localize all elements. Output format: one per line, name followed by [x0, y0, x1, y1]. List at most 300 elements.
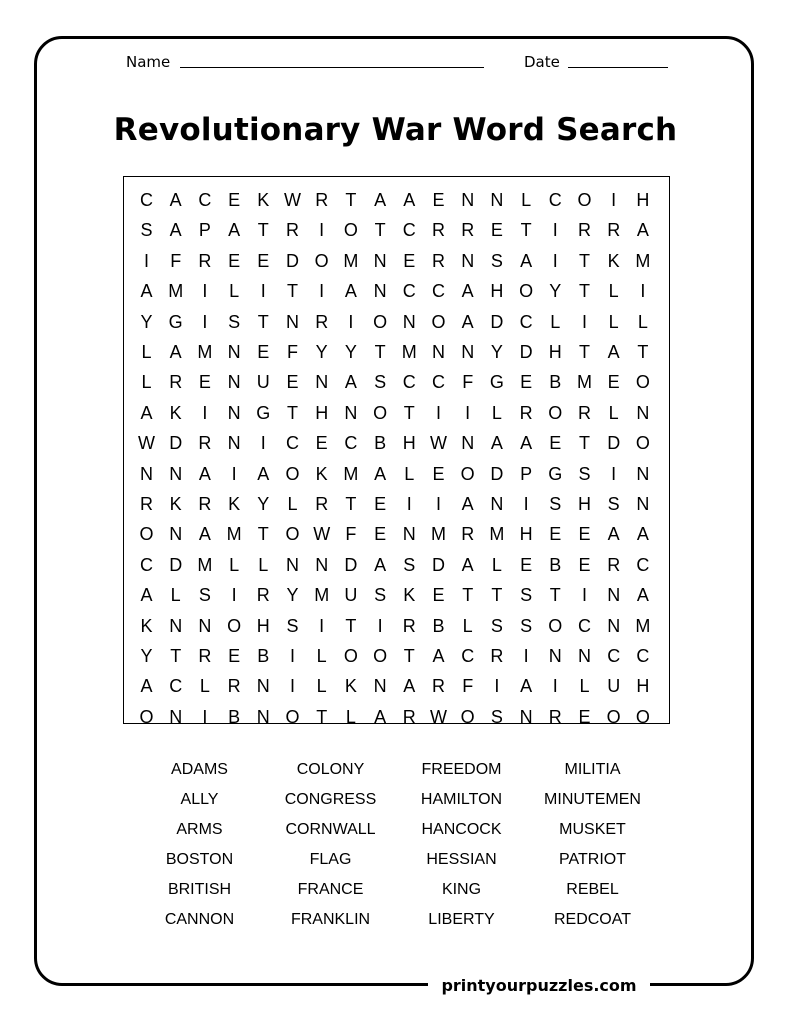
grid-letter: T: [170, 646, 182, 666]
word-list-item: REBEL: [566, 881, 619, 898]
grid-letter: T: [345, 494, 357, 514]
grid-letter: T: [374, 220, 386, 241]
grid-letter: L: [287, 494, 298, 514]
grid-letter: C: [578, 615, 591, 636]
grid-letter: L: [316, 646, 327, 666]
grid-letter: C: [198, 190, 212, 210]
grid-letter: N: [140, 463, 153, 484]
grid-row: [124, 702, 669, 732]
grid-letter: K: [403, 585, 416, 606]
grid-row: [124, 215, 669, 245]
grid-letter: A: [140, 676, 153, 697]
grid-letter: I: [202, 402, 208, 423]
grid-letter: S: [520, 615, 533, 636]
grid-letter: C: [548, 190, 562, 210]
grid-letter: S: [140, 220, 153, 241]
grid-letter: H: [636, 190, 650, 210]
grid-letter: N: [432, 342, 445, 362]
grid-letter: T: [520, 220, 532, 241]
grid-letter: M: [343, 463, 359, 484]
grid-letter: N: [461, 190, 475, 210]
grid-letter: L: [462, 615, 473, 636]
grid-letter: N: [636, 494, 650, 514]
grid-letter: N: [373, 250, 387, 271]
grid-letter: E: [228, 646, 241, 666]
grid-letter: L: [608, 311, 619, 332]
grid-letter: L: [141, 342, 152, 362]
word-list-item: CORNWALL: [285, 821, 376, 838]
grid-letter: E: [198, 372, 211, 393]
grid-letter: M: [197, 554, 213, 575]
grid-letter: N: [402, 311, 416, 332]
grid-letter: H: [402, 433, 416, 454]
grid-letter: A: [169, 342, 182, 362]
grid-letter: H: [490, 281, 504, 302]
grid-letter: S: [198, 585, 211, 606]
grid-letter: E: [403, 250, 416, 271]
grid-letter: I: [260, 433, 266, 454]
grid-letter: O: [343, 220, 358, 241]
grid-letter: R: [461, 220, 475, 241]
grid-letter: M: [635, 615, 651, 636]
grid-letter: E: [490, 220, 503, 241]
grid-letter: U: [344, 585, 358, 606]
grid-letter: O: [635, 433, 650, 454]
word-list-item: ADAMS: [171, 761, 228, 778]
grid-letter: T: [462, 585, 474, 606]
grid-letter: A: [403, 190, 416, 210]
grid-letter: K: [607, 250, 620, 271]
grid-letter: I: [552, 220, 558, 241]
grid-letter: L: [229, 554, 240, 575]
grid-row: [124, 519, 669, 549]
grid-letter: C: [402, 281, 416, 302]
grid-letter: R: [140, 494, 153, 514]
grid-letter: A: [461, 554, 474, 575]
grid-letter: N: [169, 615, 183, 636]
grid-letter: A: [636, 524, 649, 545]
grid-letter: R: [198, 250, 212, 271]
grid-letter: N: [636, 463, 650, 484]
grid-letter: E: [286, 372, 299, 393]
grid-letter: I: [465, 402, 471, 423]
grid-letter: K: [140, 615, 153, 636]
grid-letter: H: [315, 402, 329, 423]
word-list-item: BOSTON: [165, 851, 234, 868]
grid-letter: L: [141, 372, 152, 393]
grid-letter: I: [319, 281, 325, 302]
grid-letter: B: [228, 706, 241, 727]
grid-letter: I: [202, 311, 208, 332]
grid-letter: E: [228, 250, 241, 271]
word-list-item: MINUTEMEN: [544, 791, 641, 808]
grid-letter: P: [520, 463, 533, 484]
word-list-item: FLAG: [309, 851, 352, 868]
word-list-column: [133, 758, 266, 938]
grid-letter: T: [287, 402, 298, 423]
grid-letter: B: [432, 615, 445, 636]
grid-letter: E: [315, 433, 328, 454]
grid-letter: N: [169, 524, 183, 545]
grid-letter: N: [461, 342, 475, 362]
grid-letter: I: [552, 250, 558, 271]
grid-letter: K: [315, 463, 328, 484]
grid-letter: I: [143, 250, 149, 271]
grid-letter: M: [343, 250, 359, 271]
grid-letter: O: [227, 615, 242, 636]
grid-letter: D: [344, 554, 358, 575]
grid-letter: D: [286, 250, 299, 271]
grid-row: [124, 246, 669, 276]
grid-letter: I: [377, 615, 383, 636]
grid-letter: W: [313, 524, 331, 545]
grid-letter: R: [519, 402, 533, 423]
grid-letter: I: [611, 190, 617, 210]
grid-letter: H: [256, 615, 270, 636]
footer-site-name: printyourpuzzles.com: [441, 976, 637, 995]
grid-letter: R: [548, 706, 562, 727]
grid-letter: I: [581, 311, 587, 332]
grid-letter: R: [402, 615, 416, 636]
grid-letter: O: [285, 524, 300, 545]
name-field[interactable]: [180, 67, 484, 68]
word-list-item: BRITISH: [167, 881, 232, 898]
grid-letter: C: [432, 372, 445, 393]
grid-letter: C: [344, 433, 358, 454]
grid-letter: B: [374, 433, 387, 454]
grid-letter: N: [198, 615, 212, 636]
word-list-column: [526, 758, 659, 938]
grid-letter: N: [286, 311, 299, 332]
grid-letter: C: [607, 646, 621, 666]
grid-letter: T: [403, 646, 415, 666]
grid-letter: T: [345, 190, 357, 210]
grid-letter: E: [228, 190, 241, 210]
grid-letter: A: [169, 190, 182, 210]
grid-letter: R: [402, 706, 416, 727]
grid-letter: D: [432, 554, 445, 575]
grid-letter: N: [607, 615, 621, 636]
grid-letter: I: [581, 585, 587, 606]
grid-letter: T: [403, 402, 415, 423]
grid-letter: R: [198, 646, 212, 666]
grid-letter: S: [490, 615, 503, 636]
grid-letter: E: [432, 585, 445, 606]
grid-letter: O: [343, 646, 358, 666]
grid-letter: R: [256, 585, 270, 606]
grid-letter: F: [462, 676, 474, 697]
grid-letter: L: [316, 676, 327, 697]
grid-letter: A: [228, 220, 241, 241]
grid-letter: Y: [140, 311, 153, 332]
grid-letter: R: [432, 250, 445, 271]
grid-letter: G: [548, 463, 563, 484]
grid-letter: K: [344, 676, 357, 697]
grid-letter: B: [549, 372, 562, 393]
grid-letter: L: [579, 676, 590, 697]
grid-letter: N: [461, 250, 475, 271]
grid-letter: Y: [315, 342, 328, 362]
grid-letter: A: [344, 372, 357, 393]
grid-row: [124, 428, 669, 458]
grid-letter: W: [284, 190, 301, 210]
grid-row: [124, 276, 669, 306]
word-list-item: REDCOAT: [553, 911, 632, 928]
grid-letter: E: [374, 524, 387, 545]
grid-letter: T: [257, 524, 269, 545]
grid-letter: R: [432, 676, 445, 697]
grid-letter: Y: [140, 646, 153, 666]
grid-letter: R: [461, 524, 475, 545]
grid-letter: L: [170, 585, 181, 606]
grid-letter: A: [490, 433, 503, 454]
grid-letter: I: [319, 615, 325, 636]
grid-letter: O: [373, 646, 388, 666]
grid-letter: L: [345, 706, 356, 727]
grid-letter: A: [140, 402, 153, 423]
grid-letter: N: [607, 585, 621, 606]
grid-letter: N: [402, 524, 416, 545]
grid-letter: O: [460, 463, 475, 484]
grid-letter: M: [489, 524, 505, 545]
word-list-item: HANCOCK: [421, 821, 502, 838]
grid-letter: A: [461, 311, 474, 332]
grid-letter: H: [578, 494, 591, 514]
grid-letter: R: [315, 190, 329, 210]
grid-letter: I: [319, 220, 325, 241]
grid-letter: H: [636, 676, 650, 697]
grid-letter: I: [523, 494, 529, 514]
grid-letter: O: [139, 524, 154, 545]
grid-letter: I: [202, 281, 208, 302]
word-list-item: CONGRESS: [284, 791, 377, 808]
grid-letter: T: [491, 585, 503, 606]
grid-letter: R: [198, 433, 212, 454]
grid-letter: N: [373, 676, 387, 697]
grid-letter: S: [578, 463, 591, 484]
grid-letter: I: [260, 281, 266, 302]
grid-letter: L: [637, 311, 648, 332]
word-list-column: [264, 758, 397, 938]
grid-letter: G: [489, 372, 504, 393]
grid-letter: I: [523, 646, 529, 666]
grid-letter: Y: [490, 342, 503, 362]
grid-letter: D: [519, 342, 533, 362]
grid-row: [124, 398, 669, 428]
grid-letter: N: [227, 402, 241, 423]
grid-letter: N: [636, 402, 650, 423]
grid-letter: I: [406, 494, 412, 514]
grid-letter: L: [608, 281, 619, 302]
grid-letter: O: [577, 190, 592, 210]
grid-letter: A: [607, 342, 620, 362]
grid-row: [124, 337, 669, 367]
grid-letter: C: [519, 311, 533, 332]
date-field[interactable]: [568, 67, 668, 68]
grid-letter: A: [169, 220, 182, 241]
grid-letter: K: [257, 190, 270, 210]
word-list-column: [395, 758, 528, 938]
grid-letter: Y: [286, 585, 299, 606]
grid-letter: E: [257, 342, 270, 362]
grid-letter: O: [373, 311, 388, 332]
grid-letter: F: [345, 524, 357, 545]
grid-letter: T: [257, 220, 269, 241]
grid-letter: E: [520, 554, 533, 575]
grid-letter: A: [403, 676, 416, 697]
grid-letter: C: [140, 554, 153, 575]
grid-letter: O: [548, 615, 563, 636]
grid-letter: N: [461, 433, 475, 454]
grid-letter: E: [549, 524, 562, 545]
grid-letter: I: [552, 676, 558, 697]
grid-letter: A: [140, 585, 153, 606]
grid-letter: A: [374, 706, 387, 727]
grid-letter: M: [197, 342, 213, 362]
grid-letter: T: [287, 281, 298, 302]
word-list-item: ARMS: [176, 821, 223, 838]
grid-letter: S: [490, 250, 503, 271]
grid-letter: O: [460, 706, 475, 727]
grid-letter: O: [635, 706, 650, 727]
grid-letter: M: [401, 342, 417, 362]
word-list-item: HAMILTON: [420, 791, 503, 808]
grid-letter: C: [402, 220, 416, 241]
grid-letter: L: [258, 554, 269, 575]
grid-letter: U: [607, 676, 621, 697]
grid-letter: S: [374, 585, 387, 606]
grid-letter: S: [490, 706, 503, 727]
grid-letter: M: [168, 281, 184, 302]
grid-letter: R: [198, 494, 212, 514]
grid-letter: N: [169, 706, 183, 727]
grid-letter: N: [169, 463, 183, 484]
grid-letter: M: [577, 372, 592, 393]
grid-letter: A: [520, 250, 533, 271]
grid-letter: O: [285, 463, 300, 484]
grid-letter: A: [374, 554, 387, 575]
word-list-item: LIBERTY: [428, 911, 495, 928]
grid-letter: C: [286, 433, 299, 454]
grid-letter: D: [490, 463, 504, 484]
grid-letter: A: [461, 281, 474, 302]
grid-letter: I: [231, 463, 237, 484]
grid-letter: N: [548, 646, 562, 666]
grid-letter: F: [287, 342, 298, 362]
grid-letter: L: [404, 463, 415, 484]
grid-letter: N: [315, 554, 329, 575]
grid-row: [124, 641, 669, 671]
grid-letter: I: [289, 646, 295, 666]
grid-letter: N: [256, 676, 270, 697]
grid-letter: E: [520, 372, 533, 393]
grid-row: [124, 671, 669, 701]
grid-letter: O: [373, 402, 388, 423]
grid-letter: R: [578, 220, 591, 241]
grid-letter: T: [579, 281, 590, 302]
name-label: Name: [126, 53, 171, 71]
grid-letter: C: [140, 190, 153, 210]
grid-letter: L: [229, 281, 240, 302]
grid-letter: S: [549, 494, 562, 514]
word-list-item: FREEDOM: [421, 761, 502, 778]
grid-letter: P: [198, 220, 211, 241]
grid-letter: D: [490, 311, 504, 332]
grid-letter: A: [344, 281, 357, 302]
grid-letter: R: [286, 220, 299, 241]
grid-letter: M: [314, 585, 330, 606]
grid-letter: K: [228, 494, 241, 514]
grid-letter: O: [635, 372, 650, 393]
grid-letter: O: [139, 706, 154, 727]
grid-row: [124, 611, 669, 641]
grid-letter: I: [289, 676, 295, 697]
grid-letter: N: [519, 706, 533, 727]
grid-letter: S: [520, 585, 533, 606]
grid-letter: I: [435, 494, 441, 514]
grid-letter: A: [520, 433, 533, 454]
grid-letter: K: [169, 494, 182, 514]
word-list-item: HESSIAN: [426, 851, 497, 868]
grid-letter: L: [491, 402, 502, 423]
grid-letter: Y: [549, 281, 562, 302]
grid-letter: A: [374, 190, 387, 210]
word-list-item: MILITIA: [564, 761, 621, 778]
grid-letter: R: [578, 402, 591, 423]
grid-letter: O: [548, 402, 563, 423]
grid-letter: D: [607, 433, 621, 454]
grid-letter: L: [521, 190, 532, 210]
word-list-item: FRANKLIN: [290, 911, 371, 928]
grid-letter: K: [169, 402, 182, 423]
grid-letter: H: [519, 524, 533, 545]
grid-letter: N: [490, 494, 504, 514]
grid-letter: C: [169, 676, 183, 697]
grid-letter: E: [578, 524, 591, 545]
grid-letter: E: [607, 372, 620, 393]
grid-letter: Y: [344, 342, 357, 362]
grid-letter: A: [374, 463, 387, 484]
grid-letter: R: [607, 554, 621, 575]
grid-letter: S: [374, 372, 387, 393]
grid-letter: L: [199, 676, 210, 697]
grid-letter: N: [373, 281, 387, 302]
letter-grid: [123, 176, 670, 727]
grid-letter: N: [227, 342, 241, 362]
word-list-item: ALLY: [180, 791, 219, 808]
grid-letter: Y: [257, 494, 270, 514]
grid-letter: C: [432, 281, 445, 302]
grid-letter: C: [461, 646, 475, 666]
grid-row: [124, 367, 669, 397]
grid-letter: I: [640, 281, 646, 302]
grid-letter: T: [579, 250, 590, 271]
grid-letter: E: [578, 706, 591, 727]
grid-letter: T: [637, 342, 649, 362]
grid-letter: E: [432, 463, 445, 484]
grid-letter: T: [374, 342, 386, 362]
grid-letter: T: [549, 585, 561, 606]
grid-row: [124, 307, 669, 337]
grid-letter: T: [579, 433, 590, 454]
grid-row: [124, 580, 669, 610]
grid-letter: E: [374, 494, 387, 514]
grid-letter: I: [435, 402, 441, 423]
grid-row: [124, 459, 669, 489]
grid-letter: F: [170, 250, 182, 271]
grid-letter: S: [286, 615, 299, 636]
grid-letter: B: [257, 646, 270, 666]
